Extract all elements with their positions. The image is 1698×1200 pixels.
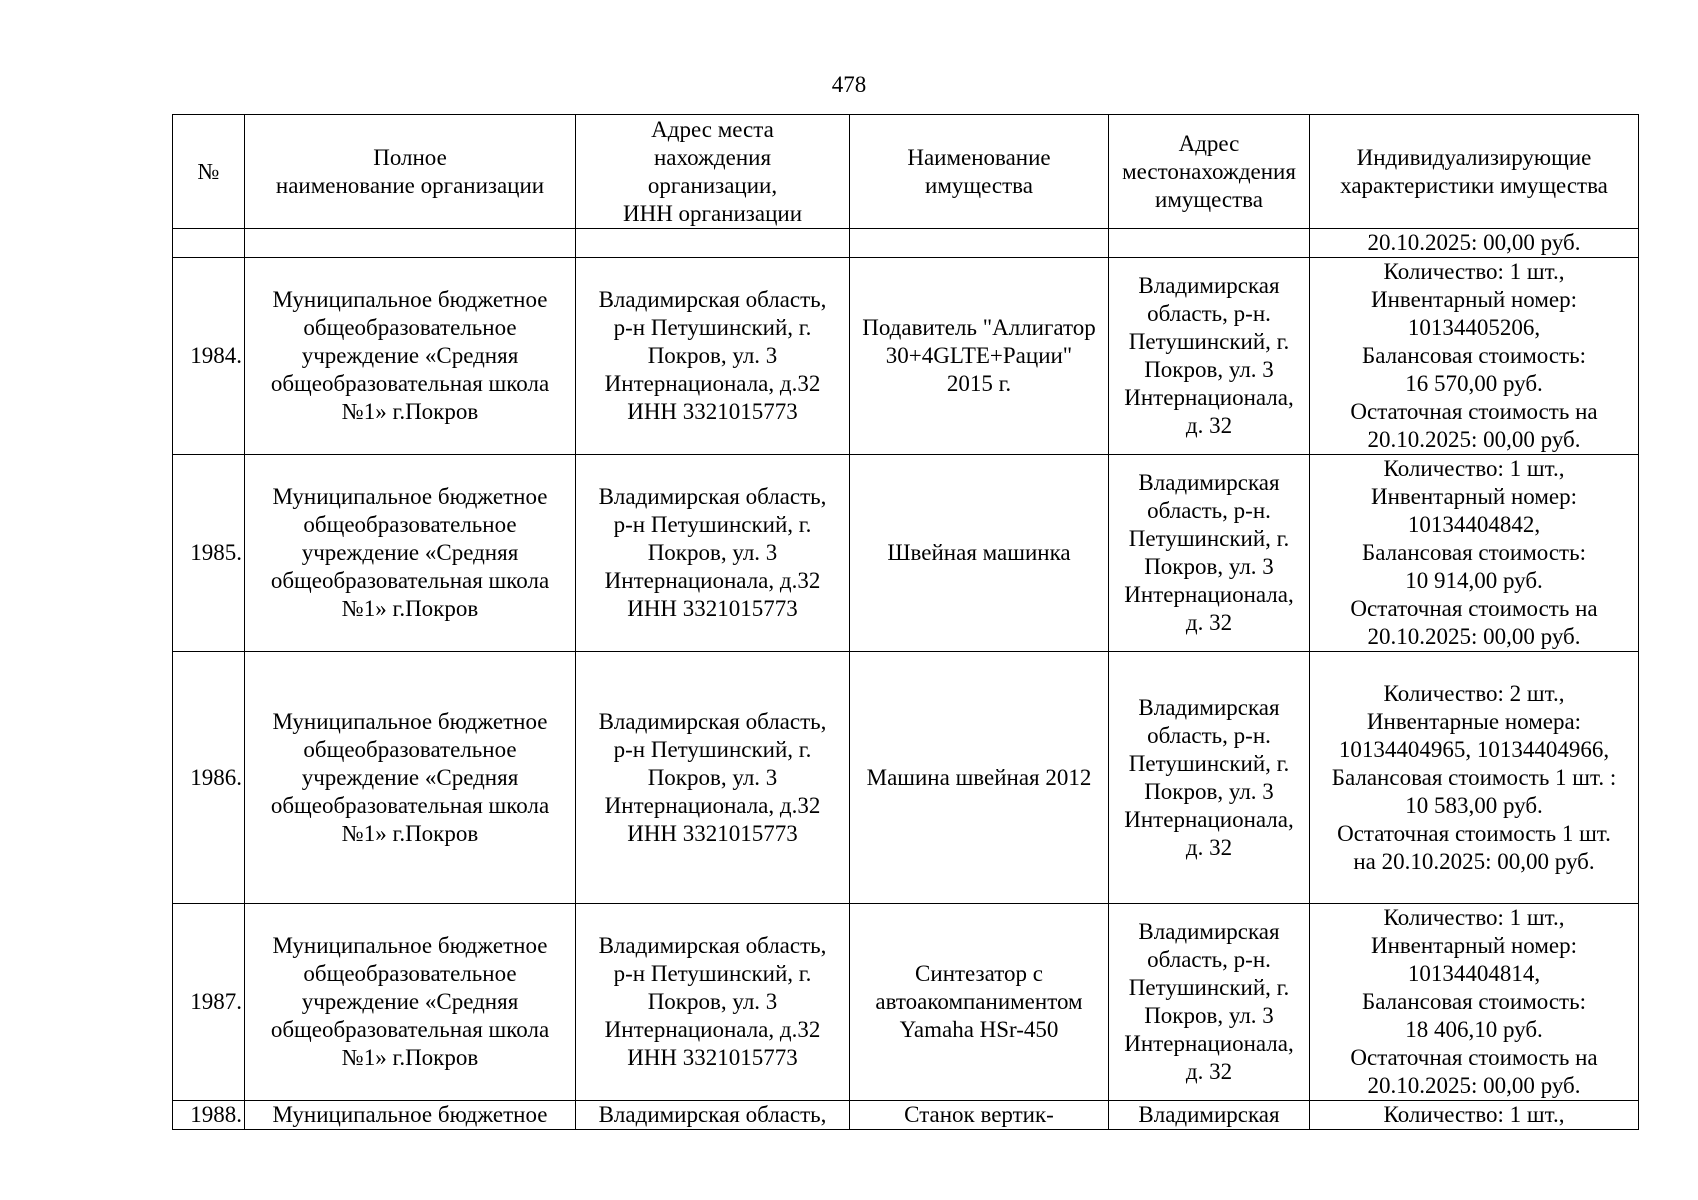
header-organization-address xyxy=(576,115,850,229)
cell-line: 10134404965, 10134404966, xyxy=(1338,736,1610,762)
cell-line: Интернационала, д.32 xyxy=(604,568,821,593)
cell-line: автоакомпаниментом xyxy=(875,989,1083,1014)
property-characteristics xyxy=(1310,455,1639,652)
continuation-org-address xyxy=(576,229,850,258)
cell-line: №1» г.Покров xyxy=(341,820,479,846)
organization-address xyxy=(576,652,850,904)
cell-line: ИНН 3321015773 xyxy=(627,596,798,621)
cell-line: на 20.10.2025: 00,00 руб. xyxy=(1353,848,1595,874)
header-number xyxy=(173,115,245,229)
cell-line: 16 570,00 руб. xyxy=(1405,371,1543,396)
cell-line: 2015 г. xyxy=(946,371,1012,396)
cell-line: Инвентарный номер: xyxy=(1370,933,1578,958)
cell-line: область, р-н. xyxy=(1147,722,1271,748)
cell-line: Муниципальное бюджетное xyxy=(272,484,548,509)
cell-line: учреждение «Средняя xyxy=(301,343,519,368)
cell-line: область, р-н. xyxy=(1147,301,1271,326)
cell-line: Владимирская xyxy=(1138,694,1280,720)
cell-line: Покров, ул. 3 xyxy=(647,989,778,1014)
header-characteristics xyxy=(1310,115,1639,229)
cell-line: р-н Петушинский, г. xyxy=(613,512,812,537)
cell-line: Покров, ул. 3 xyxy=(1144,554,1274,579)
cell-line: 18 406,10 руб. xyxy=(1405,1017,1543,1042)
cell-line: Балансовая стоимость 1 шт. : xyxy=(1331,764,1617,790)
cell-line: д. 32 xyxy=(1185,610,1233,635)
cell-line: Количество: 1 шт., xyxy=(1383,905,1565,930)
cell-line: Петушинский, г. xyxy=(1128,526,1290,551)
table-header-row xyxy=(173,115,1639,229)
cell-line: учреждение «Средняя xyxy=(301,989,519,1014)
cell-line: имущества xyxy=(1155,186,1263,212)
cell-line: ИНН 3321015773 xyxy=(627,820,798,846)
cell-line: д. 32 xyxy=(1185,834,1233,860)
cell-line: Интернационала, xyxy=(1124,582,1294,607)
cell-line: 20.10.2025: 00,00 руб. xyxy=(1367,230,1581,255)
cell-line: Покров, ул. 3 xyxy=(1144,357,1274,382)
cell-line: 20.10.2025: 00,00 руб. xyxy=(1367,427,1581,452)
cell-line: характеристики имущества xyxy=(1340,172,1608,198)
cell-line: ИНН 3321015773 xyxy=(627,399,798,424)
cell-line: учреждение «Средняя xyxy=(301,540,519,565)
cell-line: Владимирская область, xyxy=(598,1102,827,1127)
row-number: 1988. xyxy=(173,1101,245,1130)
cell-line: Муниципальное бюджетное xyxy=(272,287,548,312)
cell-line: Балансовая стоимость: xyxy=(1362,343,1586,368)
cell-line: 10 583,00 руб. xyxy=(1405,792,1543,818)
table-row xyxy=(173,1101,1639,1130)
cell-line: Инвентарные номера: xyxy=(1366,708,1582,734)
organization-address xyxy=(576,455,850,652)
property-name xyxy=(850,652,1109,904)
continuation-characteristics xyxy=(1310,229,1639,258)
cell-line: ИНН организации xyxy=(622,200,803,226)
cell-line: 10 914,00 руб. xyxy=(1405,568,1543,593)
cell-line: 10134405206, xyxy=(1407,315,1541,340)
organization-name xyxy=(245,455,576,652)
cell-line: общеобразовательное xyxy=(303,512,517,537)
table-row xyxy=(173,258,1639,455)
continuation-number xyxy=(173,229,245,258)
cell-line: область, р-н. xyxy=(1147,498,1271,523)
row-number: 1986. xyxy=(173,652,245,904)
cell-line: Петушинский, г. xyxy=(1128,975,1290,1000)
cell-line: № xyxy=(197,158,220,184)
property-characteristics xyxy=(1310,258,1639,455)
cell-line: Остаточная стоимость 1 шт. xyxy=(1337,820,1611,846)
cell-line: общеобразовательная школа xyxy=(270,371,550,396)
cell-line: р-н Петушинский, г. xyxy=(613,315,812,340)
property-address xyxy=(1109,1101,1310,1130)
organization-name xyxy=(245,652,576,904)
property-characteristics xyxy=(1310,1101,1639,1130)
cell-line: Адрес xyxy=(1178,130,1240,156)
cell-line: общеобразовательное xyxy=(303,961,517,986)
cell-line: Покров, ул. 3 xyxy=(647,764,778,790)
table-row xyxy=(173,455,1639,652)
header-property-name xyxy=(850,115,1109,229)
cell-line: нахождения xyxy=(653,144,772,170)
cell-line: общеобразовательное xyxy=(303,315,517,340)
continuation-property-name xyxy=(850,229,1109,258)
cell-line: общеобразовательная школа xyxy=(270,1017,550,1042)
cell-line: р-н Петушинский, г. xyxy=(613,961,812,986)
cell-line: Адрес места xyxy=(651,116,774,142)
cell-line: 10134404814, xyxy=(1407,961,1541,986)
cell-line: д. 32 xyxy=(1185,1059,1233,1084)
property-address xyxy=(1109,455,1310,652)
organization-name xyxy=(245,1101,576,1130)
cell-line: Муниципальное бюджетное xyxy=(272,708,548,734)
cell-line: область, р-н. xyxy=(1147,947,1271,972)
table-row xyxy=(173,904,1639,1101)
cell-line: Балансовая стоимость: xyxy=(1362,989,1586,1014)
cell-line: общеобразовательная школа xyxy=(270,568,550,593)
cell-line: Интернационала, д.32 xyxy=(604,371,821,396)
organization-address xyxy=(576,258,850,455)
header-organization-name xyxy=(245,115,576,229)
continuation-organization xyxy=(245,229,576,258)
property-characteristics xyxy=(1310,652,1639,904)
cell-line: Индивидуализирующие xyxy=(1356,144,1592,170)
cell-line: общеобразовательное xyxy=(303,736,517,762)
cell-line: 20.10.2025: 00,00 руб. xyxy=(1367,1073,1581,1098)
cell-line: Интернационала, xyxy=(1124,806,1294,832)
cell-line: Владимирская xyxy=(1138,273,1280,298)
cell-line: ИНН 3321015773 xyxy=(627,1045,798,1070)
property-address xyxy=(1109,904,1310,1101)
row-number: 1985. xyxy=(173,455,245,652)
cell-line: Инвентарный номер: xyxy=(1370,287,1578,312)
cell-line: Синтезатор с xyxy=(915,961,1043,986)
cell-line: Владимирская область, xyxy=(598,484,827,509)
property-address xyxy=(1109,258,1310,455)
property-name xyxy=(850,455,1109,652)
cell-line: Интернационала, д.32 xyxy=(604,792,821,818)
cell-line: 10134404842, xyxy=(1407,512,1541,537)
cell-line: Машина швейная 2012 xyxy=(866,764,1092,790)
cell-line: Владимирская xyxy=(1138,919,1280,944)
property-name xyxy=(850,1101,1109,1130)
cell-line: Покров, ул. 3 xyxy=(1144,778,1274,804)
row-number: 1987. xyxy=(173,904,245,1101)
cell-line: имущества xyxy=(925,172,1033,198)
cell-line: общеобразовательная школа xyxy=(270,792,550,818)
organization-address xyxy=(576,904,850,1101)
cell-line: Муниципальное бюджетное xyxy=(272,933,548,958)
cell-line: Остаточная стоимость на xyxy=(1350,1045,1598,1070)
cell-line: №1» г.Покров xyxy=(341,596,479,621)
cell-line: Петушинский, г. xyxy=(1128,329,1290,354)
cell-line: Остаточная стоимость на xyxy=(1350,399,1598,424)
cell-line: Балансовая стоимость: xyxy=(1362,540,1586,565)
cell-line: Количество: 2 шт., xyxy=(1383,680,1565,706)
property-name xyxy=(850,904,1109,1101)
cell-line: Количество: 1 шт., xyxy=(1383,259,1565,284)
property-address xyxy=(1109,652,1310,904)
cell-line: организации, xyxy=(647,172,778,198)
organization-address xyxy=(576,1101,850,1130)
cell-line: Владимирская xyxy=(1138,470,1280,495)
cell-line: Полное xyxy=(373,144,447,170)
organization-name xyxy=(245,904,576,1101)
cell-line: Количество: 1 шт., xyxy=(1383,456,1565,481)
property-registry-table xyxy=(172,114,1639,1130)
cell-line: Остаточная стоимость на xyxy=(1350,596,1598,621)
cell-line: д. 32 xyxy=(1185,413,1233,438)
cell-line: Петушинский, г. xyxy=(1128,750,1290,776)
cell-line: Интернационала, xyxy=(1124,1031,1294,1056)
cell-line: Покров, ул. 3 xyxy=(647,343,778,368)
cell-line: Инвентарный номер: xyxy=(1370,484,1578,509)
cell-line: №1» г.Покров xyxy=(341,399,479,424)
cell-line: Покров, ул. 3 xyxy=(647,540,778,565)
cell-line: Муниципальное бюджетное xyxy=(272,1102,548,1127)
row-number: 1984. xyxy=(173,258,245,455)
cell-line: наименование организации xyxy=(275,172,545,198)
cell-line: Владимирская область, xyxy=(598,708,827,734)
cell-line: 20.10.2025: 00,00 руб. xyxy=(1367,624,1581,649)
cell-line: р-н Петушинский, г. xyxy=(613,736,812,762)
cell-line: Владимирская область, xyxy=(598,933,827,958)
cell-line: №1» г.Покров xyxy=(341,1045,479,1070)
cell-line: Подавитель "Аллигатор xyxy=(862,315,1096,340)
cell-line: Количество: 1 шт., xyxy=(1383,1102,1565,1127)
continuation-row xyxy=(173,229,1639,258)
cell-line: Швейная машинка xyxy=(887,540,1071,565)
cell-line: 30+4GLTE+Рации" xyxy=(885,343,1073,368)
cell-line: Покров, ул. 3 xyxy=(1144,1003,1274,1028)
header-property-address xyxy=(1109,115,1310,229)
organization-name xyxy=(245,258,576,455)
cell-line: учреждение «Средняя xyxy=(301,764,519,790)
property-name xyxy=(850,258,1109,455)
page-number: 478 xyxy=(831,72,867,97)
cell-line: местонахождения xyxy=(1122,158,1296,184)
cell-line: Интернационала, д.32 xyxy=(604,1017,821,1042)
table-row xyxy=(173,652,1639,904)
cell-line: Владимирская область, xyxy=(598,287,827,312)
cell-line: Наименование xyxy=(907,144,1051,170)
property-characteristics xyxy=(1310,904,1639,1101)
cell-line: Станок вертик- xyxy=(904,1102,1054,1127)
cell-line: Интернационала, xyxy=(1124,385,1294,410)
cell-line: Yamaha HSr-450 xyxy=(899,1017,1059,1042)
continuation-property-address xyxy=(1109,229,1310,258)
cell-line: Владимирская xyxy=(1138,1102,1280,1127)
